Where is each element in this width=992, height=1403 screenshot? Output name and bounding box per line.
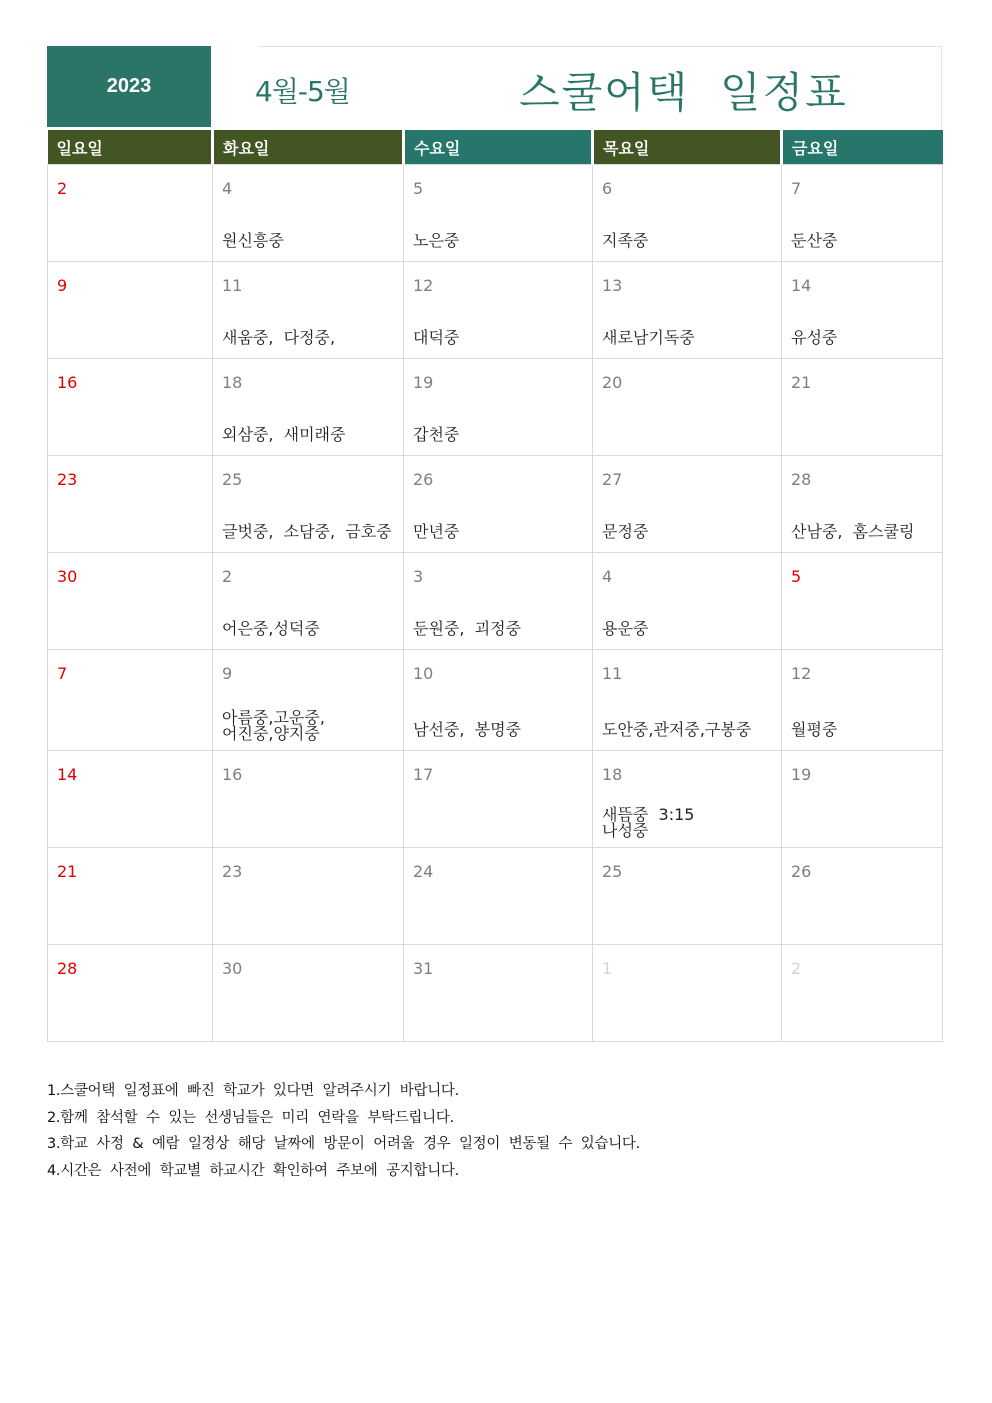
day-cell xyxy=(48,359,213,456)
day-cell xyxy=(593,165,782,262)
day-cell xyxy=(593,553,782,650)
day-cell xyxy=(782,262,943,359)
day-number: 12 xyxy=(791,664,812,683)
calendar-week-row xyxy=(48,848,943,945)
day-number: 13 xyxy=(602,276,623,295)
note-item: 4.시간은 사전에 학교별 하교시간 확인하여 주보에 공지합니다. xyxy=(47,1162,459,1179)
day-number: 21 xyxy=(57,862,78,881)
day-number: 24 xyxy=(413,862,434,881)
day-number: 25 xyxy=(602,862,623,881)
calendar-week-row xyxy=(48,751,943,848)
day-cell xyxy=(48,751,213,848)
day-number: 25 xyxy=(222,470,243,489)
event-line: 지족중 xyxy=(602,231,649,250)
day-cell xyxy=(404,751,593,848)
event-line: 아름중,고운중, xyxy=(222,708,325,727)
day-cell xyxy=(782,751,943,848)
day-cell xyxy=(593,359,782,456)
calendar-week-row xyxy=(48,650,943,751)
day-number: 19 xyxy=(413,373,434,392)
event-text xyxy=(413,233,459,249)
day-cell xyxy=(48,456,213,553)
day-number: 16 xyxy=(222,765,243,784)
day-number: 5 xyxy=(413,179,424,198)
event-text xyxy=(602,722,751,738)
day-number: 5 xyxy=(791,567,802,586)
day-number: 20 xyxy=(602,373,623,392)
day-cell xyxy=(213,456,404,553)
event-text xyxy=(222,330,335,346)
event-line: 용운중 xyxy=(602,619,649,638)
day-cell xyxy=(782,650,943,751)
event-line: 도안중,관저중,구봉중 xyxy=(602,720,752,739)
note-item: 1.스쿨어택 일정표에 빠진 학교가 있다면 알려주시기 바랍니다. xyxy=(47,1083,459,1099)
event-line: 월평중 xyxy=(791,720,838,739)
event-text xyxy=(602,621,648,637)
day-cell xyxy=(213,751,404,848)
calendar-week-row xyxy=(48,553,943,650)
event-text xyxy=(602,233,648,249)
day-cell xyxy=(593,650,782,751)
event-text xyxy=(222,524,392,540)
weekday-header-row xyxy=(48,130,943,165)
day-number: 1 xyxy=(602,959,613,978)
event-text xyxy=(413,524,459,540)
event-line: 만년중 xyxy=(413,522,460,541)
day-cell xyxy=(782,359,943,456)
day-number: 9 xyxy=(222,664,233,683)
weekday-header-tue: 화요일 xyxy=(213,130,404,165)
event-line: 외삼중, 새미래중 xyxy=(222,425,346,444)
day-number: 16 xyxy=(57,373,78,392)
day-number: 21 xyxy=(791,373,812,392)
month-range: 4월-5월 xyxy=(255,75,350,108)
day-number: 6 xyxy=(602,179,613,198)
calendar-week-row xyxy=(48,359,943,456)
day-cell xyxy=(48,553,213,650)
year-badge: 2023 xyxy=(47,46,211,127)
event-text xyxy=(222,233,284,249)
day-number: 17 xyxy=(413,765,434,784)
event-text xyxy=(791,524,914,540)
day-number: 2 xyxy=(791,959,802,978)
day-cell xyxy=(213,650,404,751)
header-right-border xyxy=(941,46,942,130)
event-line: 원신흥중 xyxy=(222,231,284,250)
day-number: 4 xyxy=(222,179,233,198)
event-line: 문정중 xyxy=(602,522,649,541)
event-line: 어진중,양지중 xyxy=(222,724,320,743)
event-line: 새로남기독중 xyxy=(602,328,695,347)
event-text xyxy=(222,621,320,637)
day-cell xyxy=(213,553,404,650)
day-cell xyxy=(593,456,782,553)
day-cell xyxy=(404,945,593,1042)
day-number: 14 xyxy=(57,765,78,784)
day-cell xyxy=(404,553,593,650)
weekday-header-thu: 목요일 xyxy=(593,130,782,165)
event-text xyxy=(791,233,837,249)
event-line: 산남중, 홈스쿨링 xyxy=(791,522,915,541)
calendar-week-row xyxy=(48,945,943,1042)
day-cell xyxy=(48,945,213,1042)
event-line: 어은중,성덕중 xyxy=(222,619,320,638)
event-text xyxy=(602,330,695,346)
calendar-week-row xyxy=(48,262,943,359)
day-number: 2 xyxy=(222,567,233,586)
day-number: 10 xyxy=(413,664,434,683)
day-number: 26 xyxy=(791,862,812,881)
day-number: 28 xyxy=(57,959,78,978)
day-number: 31 xyxy=(413,959,434,978)
event-line: 글벗중, 소담중, 금호중 xyxy=(222,522,392,541)
event-text xyxy=(413,427,459,443)
weekday-header-sun: 일요일 xyxy=(48,130,213,165)
day-number: 19 xyxy=(791,765,812,784)
day-number: 23 xyxy=(222,862,243,881)
day-cell xyxy=(782,553,943,650)
day-number: 12 xyxy=(413,276,434,295)
day-cell xyxy=(593,262,782,359)
event-line: 남선중, 봉명중 xyxy=(413,720,521,739)
event-text xyxy=(602,807,694,839)
day-cell xyxy=(48,848,213,945)
event-text xyxy=(222,427,345,443)
day-cell xyxy=(593,848,782,945)
day-cell xyxy=(404,650,593,751)
weekday-header-fri: 금요일 xyxy=(782,130,943,165)
day-cell xyxy=(48,262,213,359)
day-number: 18 xyxy=(602,765,623,784)
event-text xyxy=(222,710,325,742)
day-cell xyxy=(782,456,943,553)
day-cell xyxy=(48,165,213,262)
day-cell xyxy=(213,848,404,945)
day-cell xyxy=(404,456,593,553)
event-text xyxy=(791,330,837,346)
calendar-week-row xyxy=(48,456,943,553)
day-number: 7 xyxy=(57,664,68,683)
day-cell xyxy=(213,359,404,456)
day-number: 4 xyxy=(602,567,613,586)
event-line: 유성중 xyxy=(791,328,838,347)
event-text xyxy=(791,722,837,738)
note-item: 2.함께 참석할 수 있는 선생님들은 미리 연락을 부탁드립니다. xyxy=(47,1109,454,1126)
day-cell xyxy=(213,262,404,359)
day-cell xyxy=(48,650,213,751)
event-line: 갑천중 xyxy=(413,425,460,444)
day-number: 11 xyxy=(222,276,243,295)
page-title: 스쿨어택 일정표 xyxy=(519,68,848,117)
event-line: 둔원중, 괴정중 xyxy=(413,619,521,638)
event-text xyxy=(413,722,521,738)
day-number: 2 xyxy=(57,179,68,198)
day-number: 18 xyxy=(222,373,243,392)
day-number: 23 xyxy=(57,470,78,489)
event-text xyxy=(413,621,521,637)
day-cell xyxy=(404,262,593,359)
day-number: 9 xyxy=(57,276,68,295)
day-number: 27 xyxy=(602,470,623,489)
event-text xyxy=(413,330,459,346)
day-number: 30 xyxy=(222,959,243,978)
event-line: 새뜸중 3:15 xyxy=(602,805,695,824)
day-cell xyxy=(782,165,943,262)
event-line: 대덕중 xyxy=(413,328,460,347)
notes-list xyxy=(47,1078,640,1184)
day-cell xyxy=(593,751,782,848)
day-cell xyxy=(782,848,943,945)
event-line: 노은중 xyxy=(413,231,460,250)
note-item: 3.학교 사정 & 예람 일정상 해당 날짜에 방문이 어려울 경우 일정이 변동될 수 있습니다. xyxy=(47,1136,640,1152)
day-number: 30 xyxy=(57,567,78,586)
calendar-body xyxy=(48,165,943,1042)
day-cell xyxy=(213,945,404,1042)
header-top-border xyxy=(258,46,942,47)
day-cell xyxy=(404,848,593,945)
event-line: 나성중 xyxy=(602,821,649,840)
day-number: 26 xyxy=(413,470,434,489)
schedule-calendar xyxy=(47,130,943,1042)
day-cell xyxy=(782,945,943,1042)
day-cell xyxy=(404,359,593,456)
day-cell xyxy=(404,165,593,262)
day-number: 7 xyxy=(791,179,802,198)
event-line: 새움중, 다정중, xyxy=(222,328,336,347)
day-number: 3 xyxy=(413,567,424,586)
day-number: 28 xyxy=(791,470,812,489)
day-number: 11 xyxy=(602,664,623,683)
calendar-week-row xyxy=(48,165,943,262)
event-text xyxy=(602,524,648,540)
day-number: 14 xyxy=(791,276,812,295)
day-cell xyxy=(593,945,782,1042)
weekday-header-wed: 수요일 xyxy=(404,130,593,165)
event-line: 둔산중 xyxy=(791,231,838,250)
day-cell xyxy=(213,165,404,262)
